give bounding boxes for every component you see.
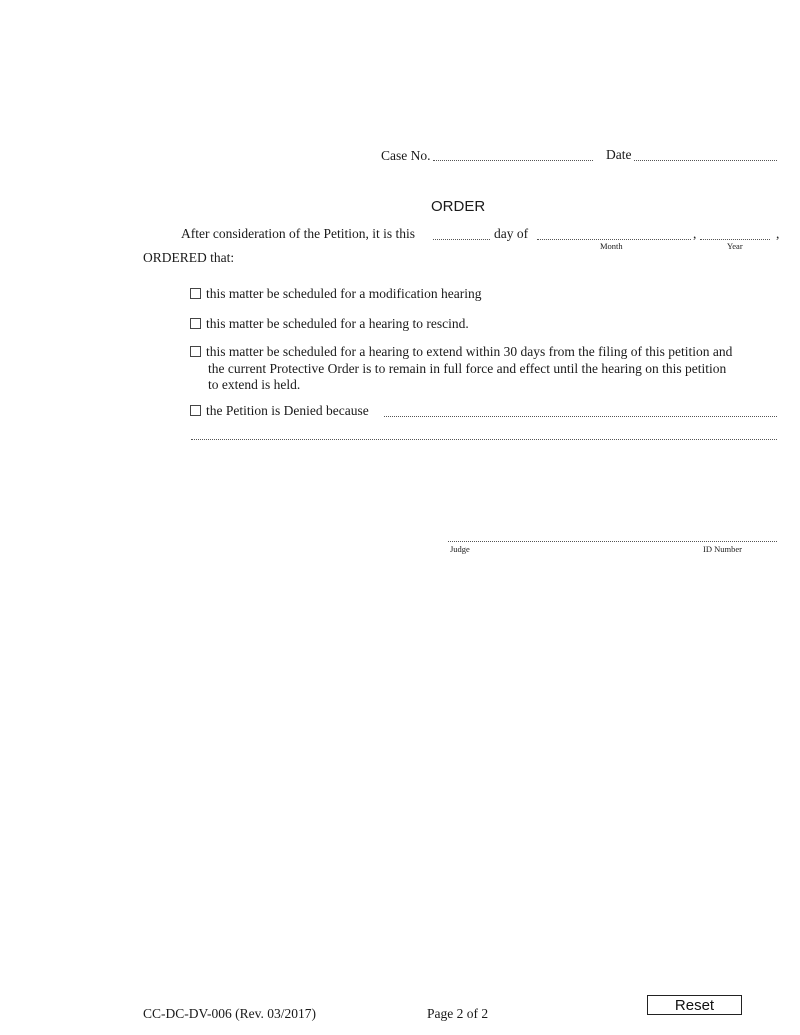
day-field[interactable]: [433, 239, 490, 240]
form-id: CC-DC-DV-006 (Rev. 03/2017): [143, 1006, 316, 1021]
modification-hearing-checkbox[interactable]: [190, 288, 201, 299]
case-no-label: Case No.: [381, 148, 431, 163]
year-field[interactable]: [700, 239, 770, 240]
option-modification-hearing: [190, 286, 482, 302]
denied-reason-field-line-2[interactable]: [191, 439, 777, 440]
month-field[interactable]: [537, 239, 691, 240]
rescind-hearing-checkbox[interactable]: [190, 318, 201, 329]
denied-reason-field-line-1[interactable]: [384, 416, 777, 417]
order-intro-text: After consideration of the Petition, it is this: [181, 226, 415, 241]
option-label-line-1: this matter be scheduled for a hearing to extend within 30 days from the filing of this petition and: [206, 344, 733, 359]
case-no-field[interactable]: [433, 160, 593, 161]
year-caption: Year: [727, 241, 743, 251]
ordered-that-text: ORDERED that:: [143, 250, 235, 265]
order-title: ORDER: [431, 198, 486, 215]
judge-caption: Judge: [450, 544, 470, 554]
option-label-line-2: the current Protective Order is to remain in full force and effect until the hearing on this petition: [208, 361, 727, 376]
month-caption: Month: [600, 241, 623, 251]
option-label: the Petition is Denied because: [206, 403, 369, 418]
option-extend-hearing: [190, 344, 732, 360]
option-label: this matter be scheduled for a modification hearing: [206, 286, 482, 301]
petition-denied-checkbox[interactable]: [190, 405, 201, 416]
date-label: Date: [606, 147, 632, 162]
extend-hearing-checkbox[interactable]: [190, 346, 201, 357]
option-label: this matter be scheduled for a hearing to rescind.: [206, 316, 469, 331]
comma: ,: [693, 226, 697, 241]
option-rescind-hearing: [190, 316, 469, 332]
id-number-caption: ID Number: [703, 544, 742, 554]
judge-signature-field[interactable]: [448, 541, 777, 542]
comma: ,: [776, 226, 780, 241]
date-field[interactable]: [634, 160, 777, 161]
reset-button[interactable]: Reset: [647, 995, 742, 1015]
day-of-text: day of: [494, 226, 529, 241]
option-petition-denied: [190, 403, 369, 419]
page-number: Page 2 of 2: [427, 1006, 489, 1021]
option-label-line-3: to extend is held.: [208, 377, 301, 392]
